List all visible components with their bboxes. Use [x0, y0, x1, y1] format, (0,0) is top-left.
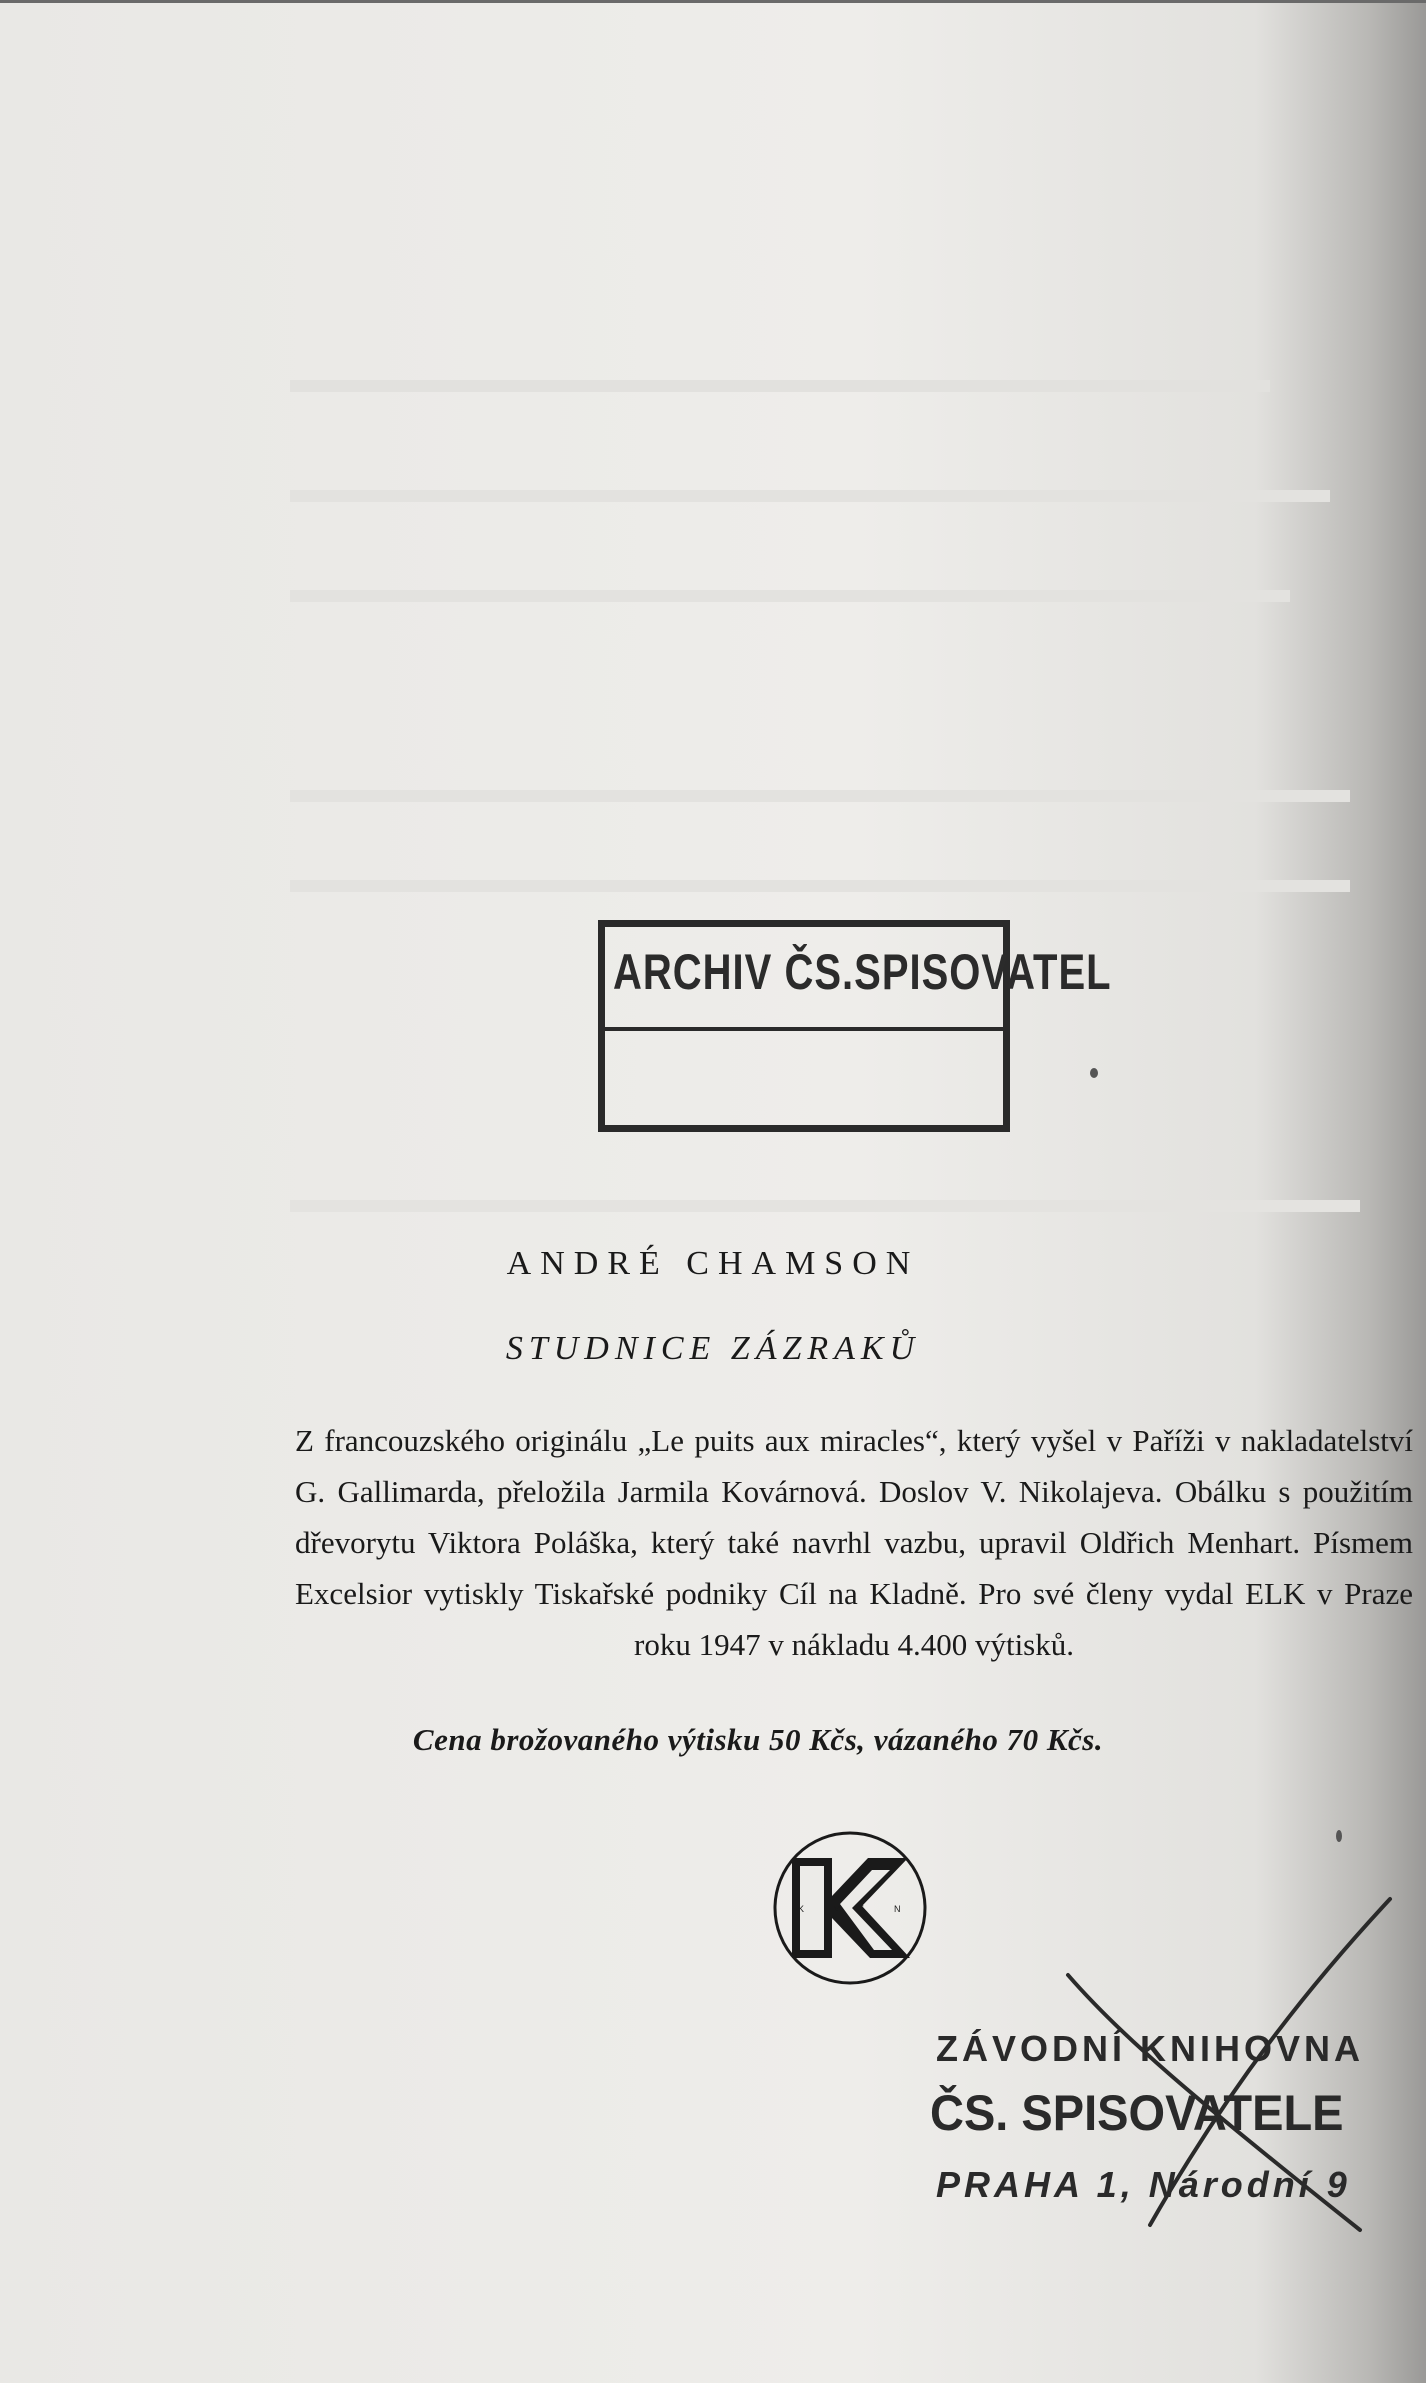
kmen-publisher-logo-icon [770, 1828, 930, 1988]
show-through-line [290, 490, 1330, 502]
logo-small-letter: E [858, 1904, 865, 1914]
library-stamp-line2: ČS. SPISOVATELE [930, 2085, 1344, 2141]
logo-small-letter: N [894, 1904, 901, 1914]
logo-small-letter: M [833, 1904, 841, 1914]
show-through-line [290, 380, 1270, 392]
library-stamp-line3: PRAHA 1, Národní 9 [936, 2164, 1351, 2205]
colophon-text [295, 1415, 1413, 1670]
page-top-edge [0, 0, 1426, 3]
price-line: Cena brožovaného výtisku 50 Kčs, vázaného 70 Kčs. [412, 1722, 1104, 1757]
show-through-line [290, 790, 1350, 802]
ink-speck [1336, 1830, 1342, 1842]
archive-stamp-text: ARCHIV ČS.SPISOVATEL [613, 945, 1112, 1000]
show-through-line [290, 1200, 1360, 1212]
cancel-cross-mark [1060, 1895, 1420, 2235]
show-through-line [290, 590, 1290, 602]
logo-small-letter: K [798, 1904, 805, 1914]
library-stamp-line1: ZÁVODNÍ KNIHOVNA [936, 2028, 1365, 2069]
archive-stamp [598, 920, 1112, 1132]
book-title: STUDNICE ZÁZRAKŮ [505, 1330, 921, 1367]
archive-stamp-rule [605, 1027, 1003, 1031]
book-author: ANDRÉ CHAMSON [506, 1245, 920, 1282]
show-through-line [290, 880, 1350, 892]
colophon-paragraph: Z francouzského originálu „Le puits aux miracles“, který vyšel v Paříži v nakladatelství G. Gallimarda, přeložila Jarmila Kovárnová. Doslov V. Nikolajeva. Obálku s použitím dřevorytu Viktora Poláška, který také navrhl vazbu, upravil Oldřich Menhart. Písmem Excelsior vytiskly Tiskařské podniky Cíl na Kladně. Pro své členy vydal ELK v Praze roku 1947 v nákladu 4.400 výtisků. [295, 1423, 1413, 1662]
ink-speck [1090, 1068, 1098, 1078]
